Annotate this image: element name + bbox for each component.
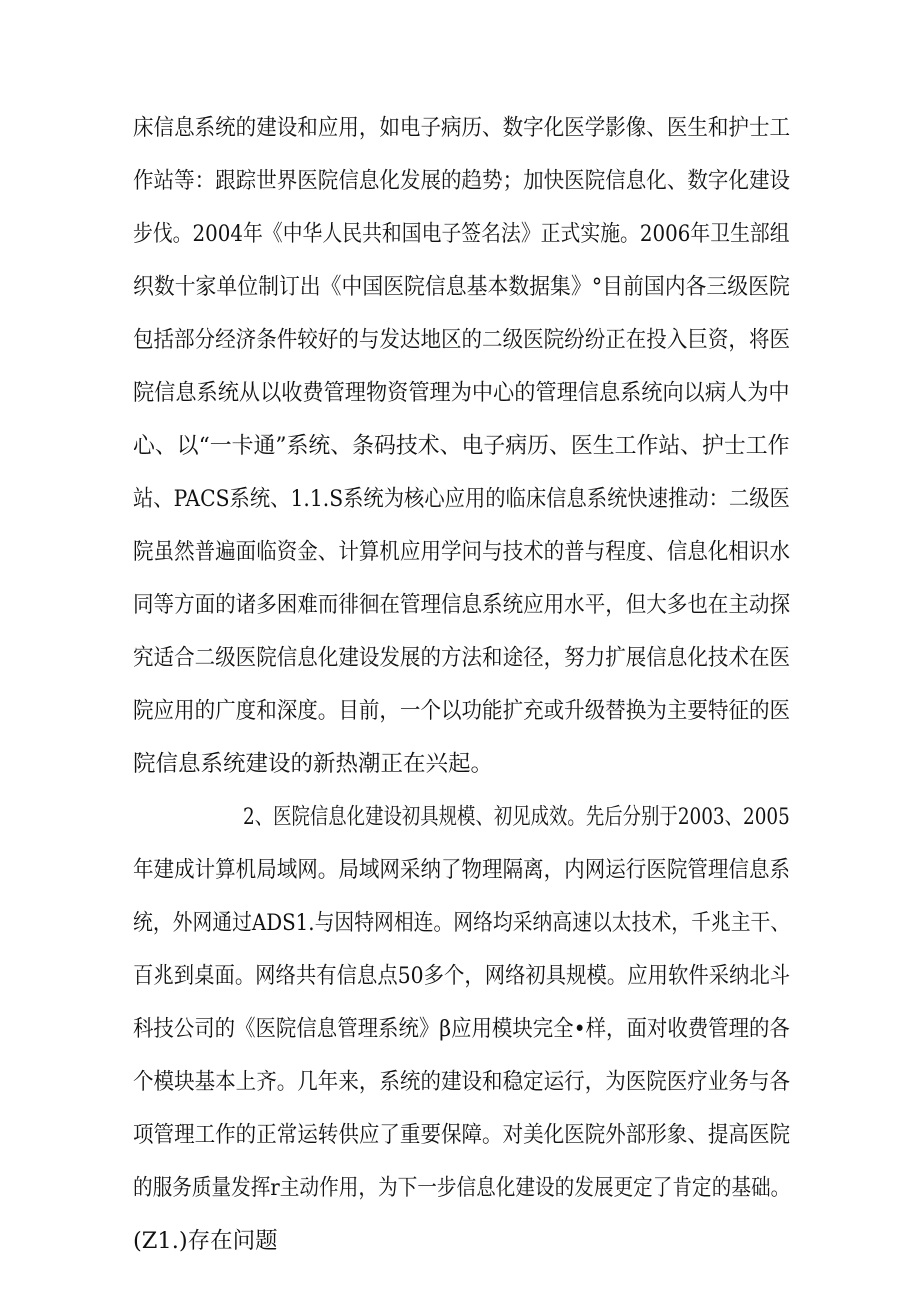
paragraph-line: 百兆到桌面。网络共有信息点50多个，网络初具规模。应用软件采纳北斗 xyxy=(133,963,791,989)
paragraph-line: 院信息系统建设的新热潮正在兴起。 xyxy=(133,751,494,777)
paragraph-line: 步伐。2004年《中华人民共和国电子签名法》正式实施。2006年卫生部组 xyxy=(133,221,790,247)
paragraph-line: 织数十家单位制订出《中国医院信息基本数据集》°目前国内各三级医院 xyxy=(133,274,790,300)
paragraph-line: 年建成计算机局域网。局域网采纳了物理隔离，内网运行医院管理信息系 xyxy=(133,857,791,883)
paragraph-line: 统，外网通过ADS1.与因特网相连。网络均采纳高速以太技术，千兆主干、 xyxy=(133,910,791,936)
paragraph-line: 院信息系统从以收费管理物资管理为中心的管理信息系统向以病人为中 xyxy=(133,380,790,406)
paragraph-line: 科技公司的《医院信息管理系统》β应用模块完全•样，面对收费管理的各 xyxy=(133,1016,790,1042)
paragraph-line: 2、医院信息化建设初具规模、初见成效。先后分别于2003、2005 xyxy=(243,804,790,830)
paragraph-line: 站、PACS系统、1.1.S系统为核心应用的临床信息系统快速推动：二级医 xyxy=(133,486,790,512)
paragraph-line: 包括部分经济条件较好的与发达地区的二级医院纷纷正在投入巨资，将医 xyxy=(133,327,791,353)
paragraph-line: 的服务质量发挥r主动作用，为下一步信息化建设的发展更定了肯定的基础。 xyxy=(133,1175,791,1201)
paragraph-line: 个模块基本上齐。几年来，系统的建设和稳定运行，为医院医疗业务与各 xyxy=(133,1069,791,1095)
paragraph-line: 究适合二级医院信息化建设发展的方法和途径，努力扩展信息化技术在医 xyxy=(133,645,791,671)
paragraph-line: 同等方面的诸多困难而徘徊在管理信息系统应用水平，但大多也在主动探 xyxy=(133,592,791,618)
paragraph-line: 心、以“一卡通”系统、条码技术、电子病历、医生工作站、护士工作 xyxy=(133,433,790,459)
paragraph-line: 床信息系统的建设和应用，如电子病历、数字化医学影像、医生和护士工 xyxy=(133,115,791,141)
paragraph-line: 项管理工作的正常运转供应了重要保障。对美化医院外部形象、提高医院 xyxy=(133,1122,791,1148)
paragraph-line: 院虽然普遍面临资金、计算机应用学问与技术的普与程度、信息化相识水 xyxy=(133,539,791,565)
section-heading: (Z1.)存在问题 xyxy=(133,1228,278,1254)
paragraph-line: 院应用的广度和深度。目前，一个以功能扩充或升级替换为主要特征的医 xyxy=(133,698,791,724)
paragraph-line: 作站等：跟踪世界医院信息化发展的趋势；加快医院信息化、数字化建设 xyxy=(133,168,791,194)
